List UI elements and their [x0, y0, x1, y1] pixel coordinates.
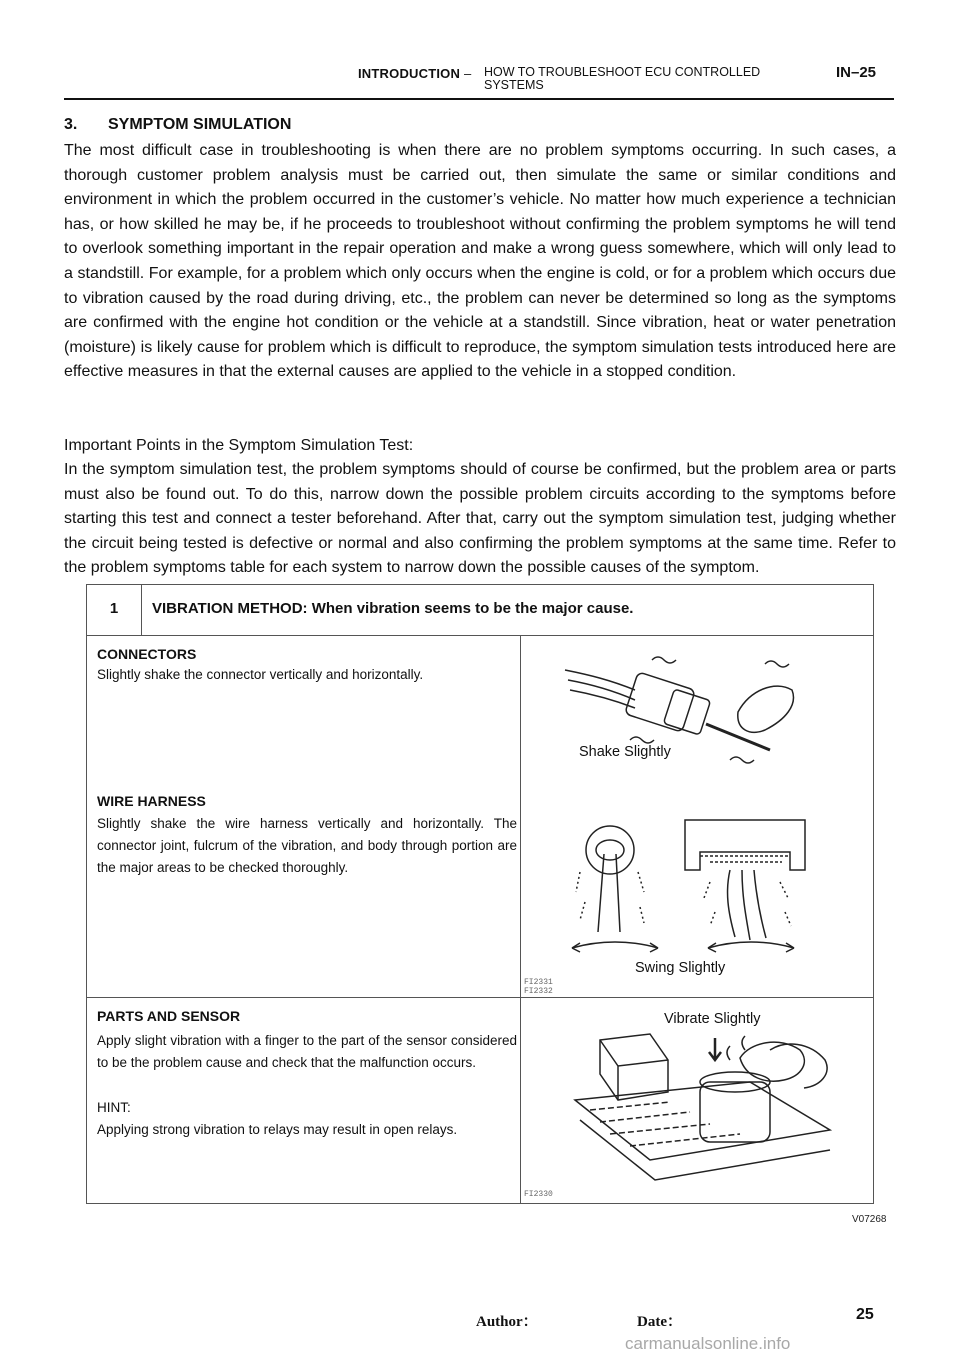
footer-page-number: 25	[856, 1306, 874, 1323]
figure-code-top	[524, 978, 553, 996]
hint-label: HINT:	[97, 1100, 131, 1115]
paragraph-heading: Important Points in the Symptom Simulation Test:	[64, 437, 414, 454]
figure-code-top-2: FI2332	[524, 987, 553, 996]
hint-text: Applying strong vibration to relays may result in open relays.	[97, 1122, 458, 1137]
author-label: Author：	[476, 1314, 538, 1330]
table-row-divider	[86, 997, 874, 998]
wire-harness-swing-illustration	[560, 812, 810, 962]
paragraph-important-points: In the symptom simulation test, the problem symptoms should of course be confirmed, but the problem area or parts must also be found out. To do this, narrow down the possible problem circuits according to the symptoms before starting this test and connect a tester beforehand. After that, carry out the symptom simulation test, judging whether the circuit being tested is defective or normal and also confirming the problem symptoms at the same time. Refer to the problem symptoms table for each system to narrow down the possible causes of the symptom.	[64, 461, 896, 577]
header-rule	[64, 98, 894, 100]
section-title-text: SYMPTOM SIMULATION	[108, 116, 292, 133]
watermark: carmanualsonline.info	[625, 1334, 791, 1353]
header-page-code: IN–25	[836, 64, 877, 81]
wire-harness-text: Slightly shake the wire harness vertically and horizontally. The connector joint, fulcrum of the vibration, and body through portion are the major areas to be checked thoroughly.	[97, 816, 517, 875]
table-number: 1	[109, 600, 119, 617]
header-section: INTRODUCTION	[358, 66, 461, 81]
header-subtitle: HOW TO TROUBLESHOOT ECU CONTROLLED SYSTEMS	[484, 65, 761, 92]
parts-vibration-illustration	[570, 1030, 840, 1190]
table-title: VIBRATION METHOD: When vibration seems to be the major cause.	[152, 600, 634, 617]
connectors-heading: CONNECTORS	[97, 646, 197, 662]
section-number: 3.	[64, 116, 78, 133]
section-title	[64, 116, 291, 134]
figure-code-top-1: FI2331	[524, 978, 553, 987]
parts-sensor-text: Apply slight vibration with a finger to the part of the sensor considered to be the problem cause and check that the malfunction occurs.	[97, 1033, 517, 1070]
parts-sensor-heading: PARTS AND SENSOR	[97, 1008, 241, 1024]
wire-harness-heading: WIRE HARNESS	[97, 793, 206, 809]
swing-slightly-label: Swing Slightly	[635, 960, 726, 976]
date-label: Date：	[637, 1314, 682, 1330]
connectors-text: Slightly shake the connector vertically and horizontally.	[97, 667, 424, 682]
shake-slightly-label: Shake Slightly	[579, 744, 671, 760]
paragraph-intro: The most difficult case in troubleshooting is when there are no problem symptoms occurring. In such cases, a thorough customer problem analysis must be carried out, then simulate the same or similar conditions and environment in which the problem occurred in the customer’s vehicle. No matter how much experience a technician has, or how skilled he may be, if he proceeds to troubleshoot without confirming the problem symptoms he will tend to overlook something important in the repair operation and make a wrong guess somewhere, which will only lead to a standstill. For example, for a problem which only occurs when the engine is cold, or for a problem which occurs due to vibration caused by the road during driving, etc., the problem can never be determined so long as the symptoms are confirmed with the engine hot condition or the vehicle at a standstill. Since vibration, heat or water penetration (moisture) is likely cause for problem which is difficult to reproduce, the symptom simulation tests introduced here are effective measures in that the external causes are applied to the vehicle in a stopped condition.	[64, 142, 896, 381]
figure-code-bottom: FI2330	[524, 1190, 553, 1199]
header-dash: –	[464, 66, 472, 81]
figure-reference: V07268	[852, 1214, 887, 1225]
vibrate-slightly-label: Vibrate Slightly	[664, 1011, 761, 1027]
